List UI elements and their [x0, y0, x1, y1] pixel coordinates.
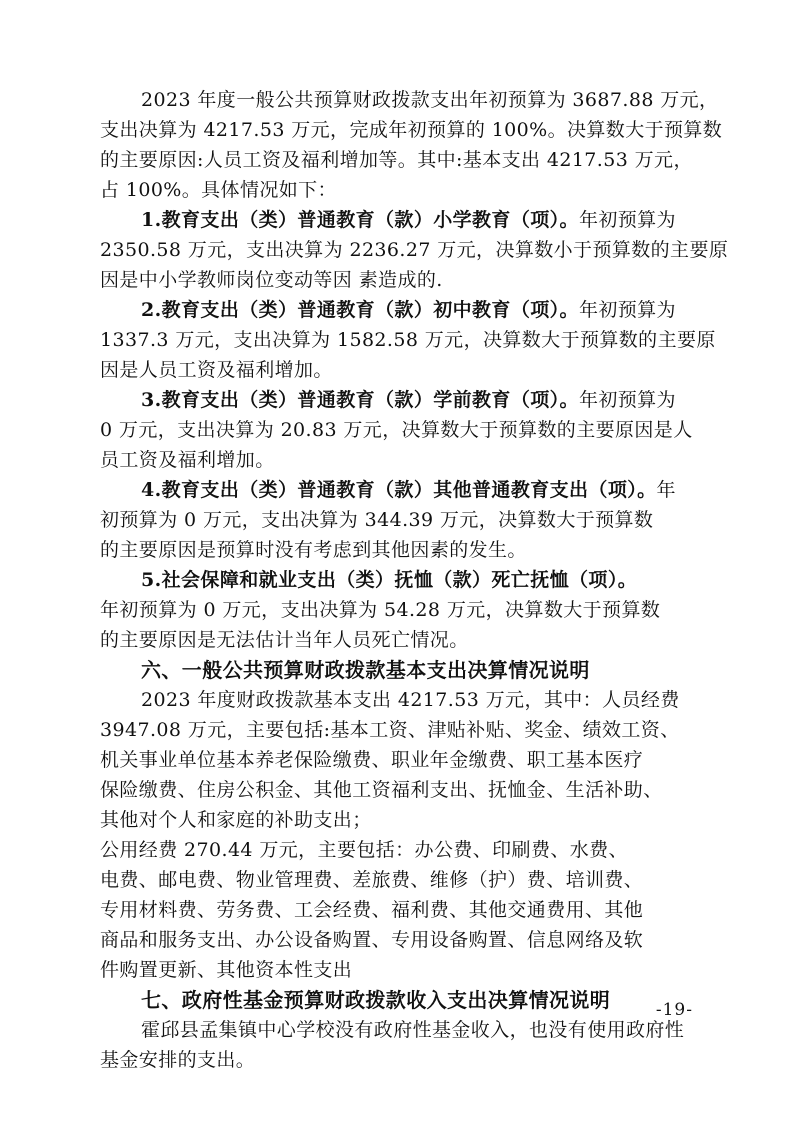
item-3-line-2: 0 万元，支出决算为 20.83 万元，决算数大于预算数的主要原因是人	[100, 419, 693, 441]
item-5-title: 5.社会保障和就业支出（类）抚恤（款）死亡抚恤（项）。	[141, 569, 638, 591]
section-6-line-10: 件购置更新、其他资本性支出	[100, 959, 353, 981]
item-4-line-3: 的主要原因是预算时没有考虑到其他因素的发生。	[100, 539, 527, 561]
section-6-line-4: 保险缴费、住房公积金、其他工资福利支出、抚恤金、生活补助、	[100, 779, 663, 801]
section-6-heading: 六、一般公共预算财政拨款基本支出决算情况说明	[141, 658, 590, 682]
item-1-title: 1.教育支出（类）普通教育（款）小学教育（项）。	[141, 209, 579, 231]
item-4-rest: 年	[656, 479, 676, 501]
item-1-line-2: 2350.58 万元，支出决算为 2236.27 万元，决算数小于预算数的主要原	[100, 239, 729, 261]
section-6-line-7: 电费、邮电费、物业管理费、差旅费、维修（护）费、培训费、	[100, 869, 644, 891]
section-6-line-6: 公用经费 270.44 万元，主要包括：办公费、印刷费、水费、	[100, 839, 628, 861]
item-3-rest: 年初预算为	[578, 389, 676, 411]
intro-line-2: 支出决算为 4217.53 万元，完成年初预算的 100%。决算数大于预算数	[100, 119, 723, 141]
item-1-line-1	[141, 208, 676, 232]
intro-line-1: 2023 年度一般公共预算财政拨款支出年初预算为 3687.88 万元，	[141, 89, 719, 111]
item-2-title: 2.教育支出（类）普通教育（款）初中教育（项）。	[141, 299, 579, 321]
section-6-line-1: 2023 年度财政拨款基本支出 4217.53 万元，其中：人员经费	[141, 689, 680, 711]
intro-line-3: 的主要原因:人员工资及福利增加等。其中:基本支出 4217.53 万元，	[100, 149, 693, 171]
section-6-line-2: 3947.08 万元，主要包括:基本工资、津贴补贴、奖金、绩效工资、	[100, 719, 680, 741]
item-5-line-2: 年初预算为 0 万元，支出决算为 54.28 万元，决算数大于预算数	[100, 599, 661, 621]
section-6-line-8: 专用材料费、劳务费、工会经费、福利费、其他交通费用、其他	[100, 899, 644, 921]
item-2-rest: 年初预算为	[578, 299, 676, 321]
item-3-line-3: 员工资及福利增加。	[100, 449, 275, 471]
item-2-line-2: 1337.3 万元，支出决算为 1582.58 万元，决算数大于预算数的主要原	[100, 329, 716, 351]
item-1-rest: 年初预算为	[578, 209, 676, 231]
page-number: -19-	[655, 1000, 693, 1020]
item-4-line-1	[141, 478, 676, 502]
section-6-line-5: 其他对个人和家庭的补助支出；	[100, 809, 372, 831]
item-3-line-1	[141, 388, 676, 412]
item-2-line-3: 因是人员工资及福利增加。	[100, 359, 333, 381]
item-3-title: 3.教育支出（类）普通教育（款）学前教育（项）。	[141, 389, 579, 411]
item-1-line-3: 因是中小学教师岗位变动等因 素造成的.	[100, 269, 443, 291]
item-4-title: 4.教育支出（类）普通教育（款）其他普通教育支出（项）。	[141, 479, 657, 501]
section-7-line-2: 基金安排的支出。	[100, 1049, 256, 1071]
section-7-heading: 七、政府性基金预算财政拨款收入支出决算情况说明	[141, 988, 611, 1012]
item-4-line-2: 初预算为 0 万元，支出决算为 344.39 万元，决算数大于预算数	[100, 509, 654, 531]
intro-line-4: 占 100%。具体情况如下：	[100, 179, 337, 201]
item-5-line-3: 的主要原因是无法估计当年人员死亡情况。	[100, 629, 469, 651]
section-7-line-1: 霍邱县孟集镇中心学校没有政府性基金收入，也没有使用政府性	[141, 1019, 685, 1041]
section-6-line-3: 机关事业单位基本养老保险缴费、职业年金缴费、职工基本医疗	[100, 749, 644, 771]
item-5-line-1	[141, 568, 637, 592]
section-6-line-9: 商品和服务支出、办公设备购置、专用设备购置、信息网络及软	[100, 929, 644, 951]
item-2-line-1	[141, 298, 676, 322]
